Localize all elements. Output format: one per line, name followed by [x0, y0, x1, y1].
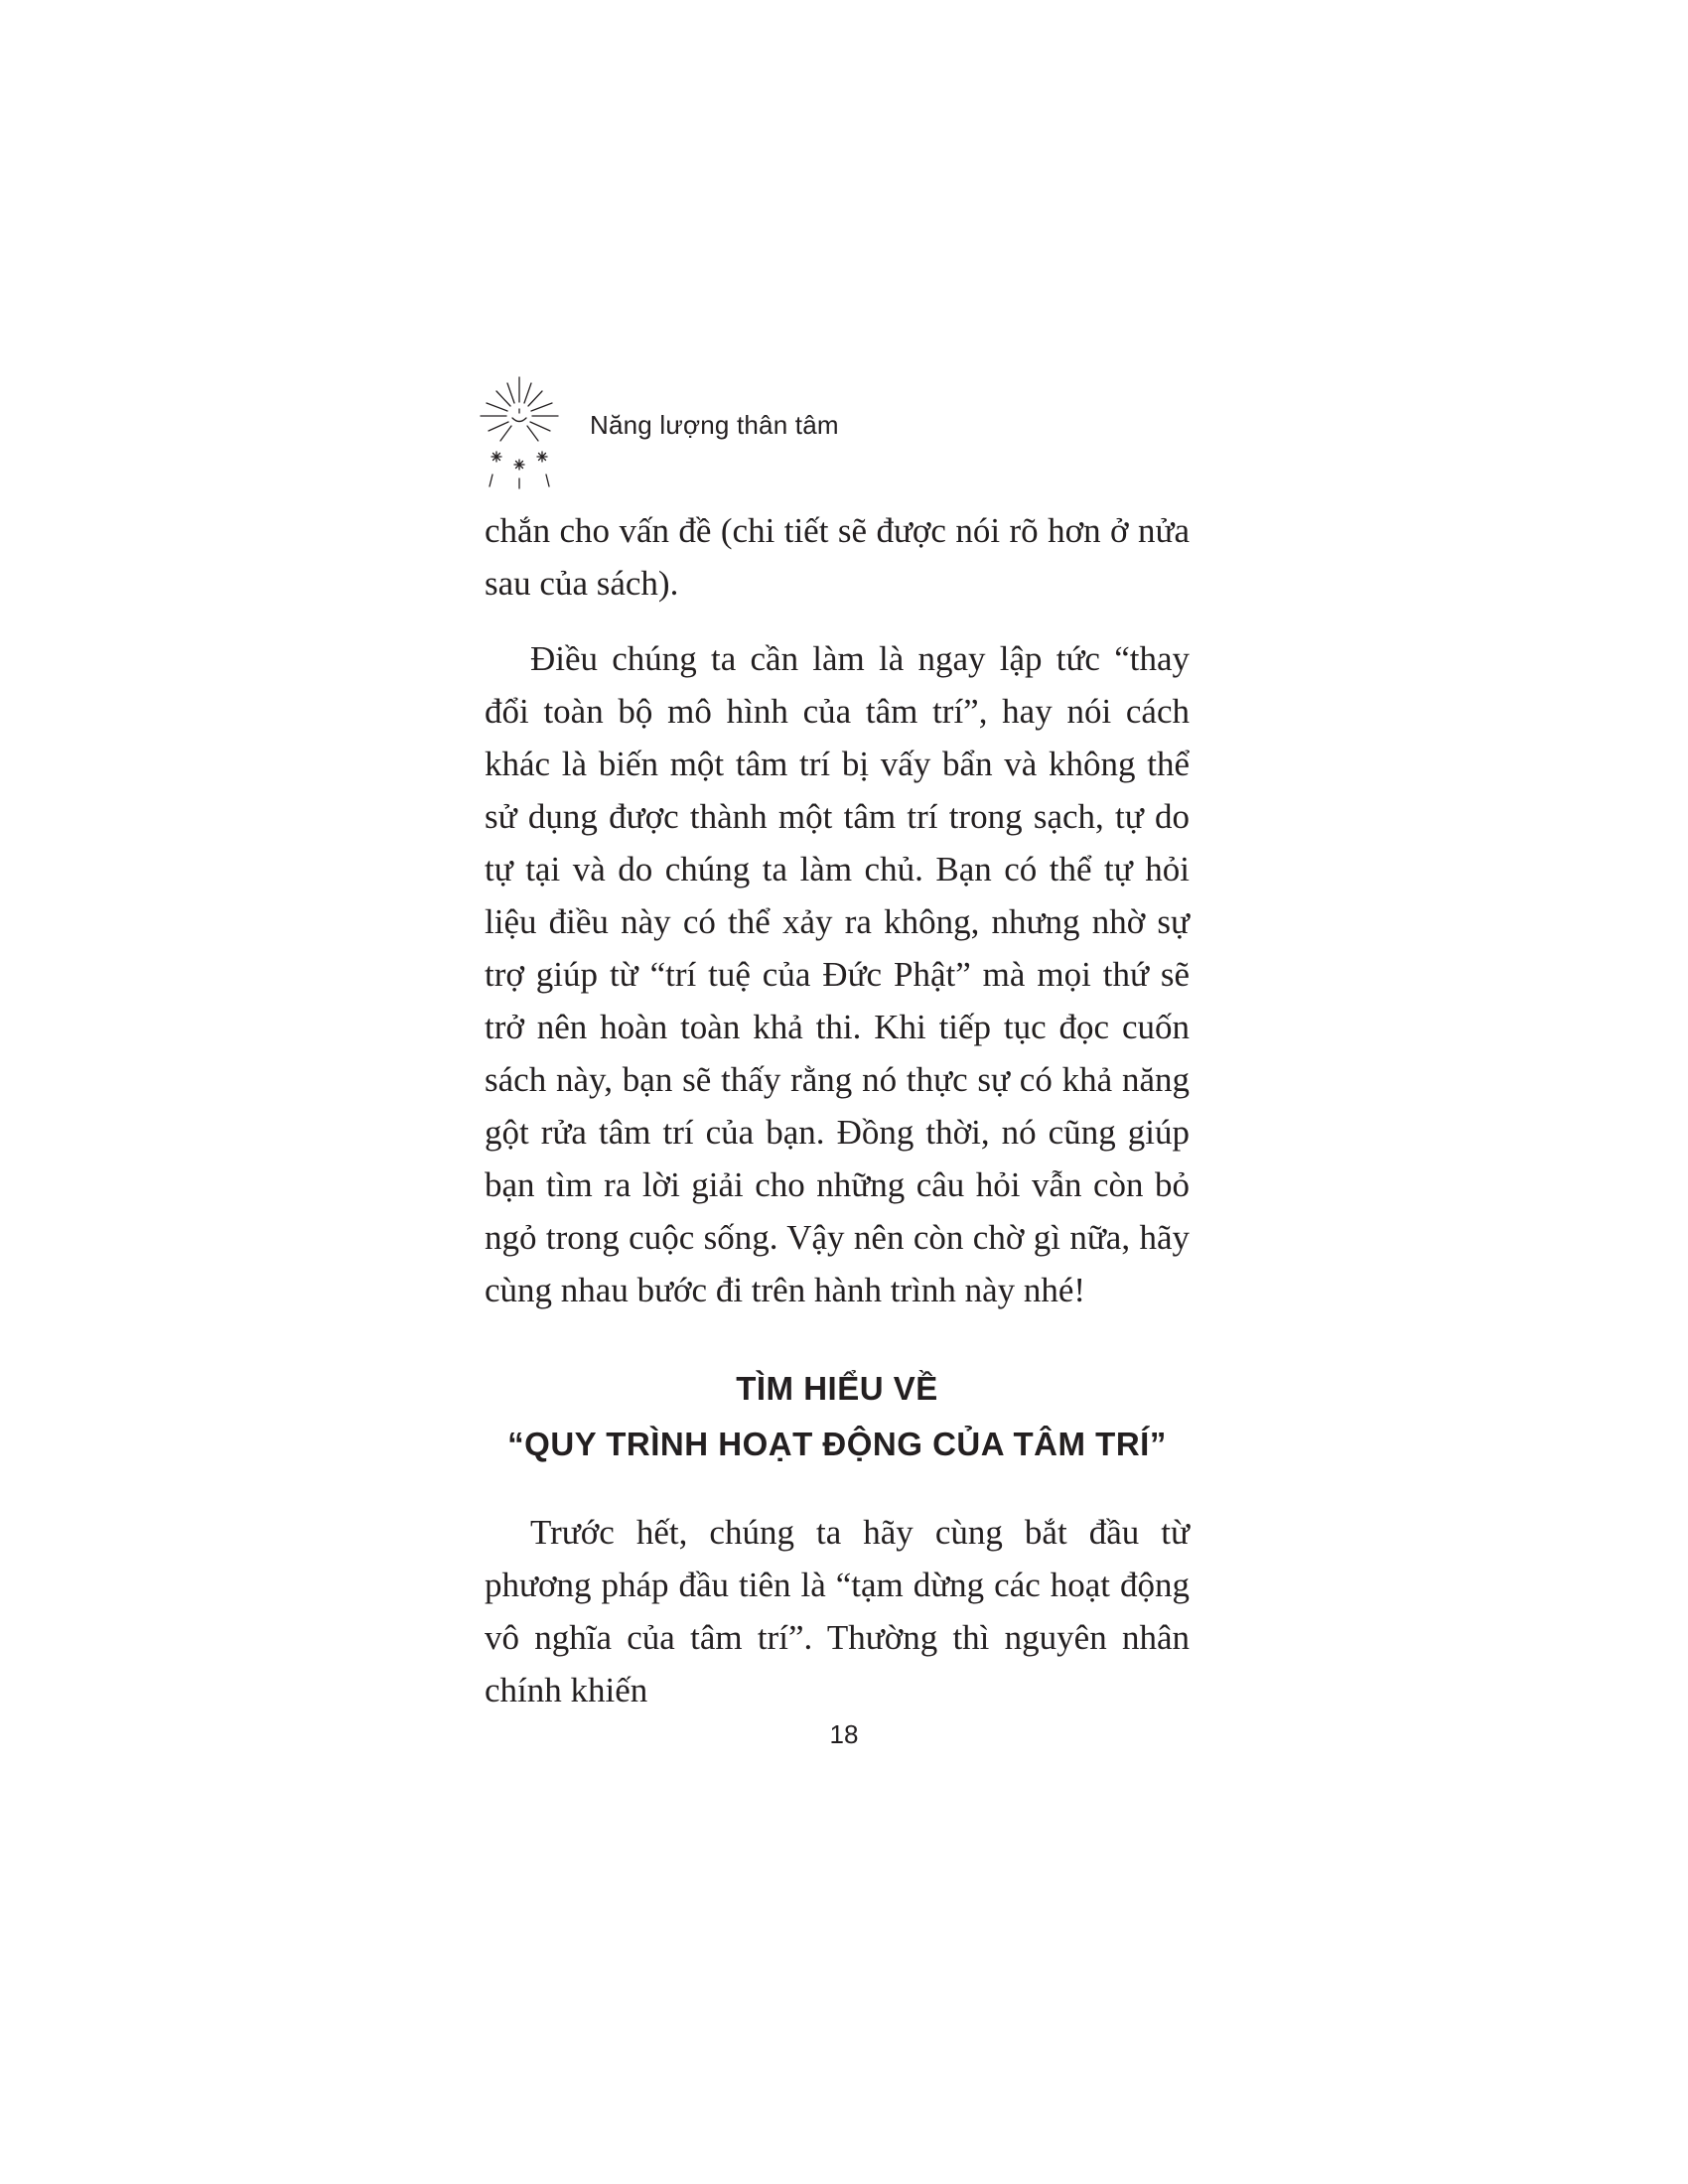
running-header [479, 375, 839, 489]
running-title: Năng lượng thân tâm [590, 410, 839, 440]
section-heading-line-1: TÌM HIỂU VỀ [736, 1370, 938, 1407]
paragraph: Điều chúng ta cần làm là ngay lập tức “thay đổi toàn bộ mô hình của tâm trí”, hay nói cách khác là biến một tâm trí bị vấy bẩn và không thể sử dụng được thành một tâm trí trong sạch, tự do tự tại và do chúng ta làm chủ. Bạn có thể tự hỏi liệu điều này có thể xảy ra không, nhưng nhờ sự trợ giúp từ “trí tuệ của Đức Phật” mà mọi thứ sẽ trở nên hoàn toàn khả thi. Khi tiếp tục đọc cuốn sách này, bạn sẽ thấy rằng nó thực sự có khả năng gột rửa tâm trí của bạn. Đồng thời, nó cũng giúp bạn tìm ra lời giải cho những câu hỏi vẫn còn bỏ ngỏ trong cuộc sống. Vậy nên còn chờ gì nữa, hãy cùng nhau bước đi trên hành trình này nhé! [485, 639, 1190, 1309]
sunburst-ornament-icon [479, 375, 560, 489]
section-heading-line-2: “QUY TRÌNH HOẠT ĐỘNG CỦA TÂM TRÍ” [507, 1426, 1167, 1462]
page-number: 18 [829, 1719, 859, 1749]
section-body-text [485, 1506, 1190, 1716]
paragraph-continued: chắn cho vấn đề (chi tiết sẽ được nói rõ hơn ở nửa sau của sách). [485, 511, 1190, 603]
paragraph: Trước hết, chúng ta hãy cùng bắt đầu từ phương pháp đầu tiên là “tạm dừng các hoạt động vô nghĩa của tâm trí”. Thường thì nguyên nhân chính khiến [485, 1513, 1190, 1709]
body-text [485, 504, 1190, 1316]
section-heading [485, 1361, 1190, 1472]
